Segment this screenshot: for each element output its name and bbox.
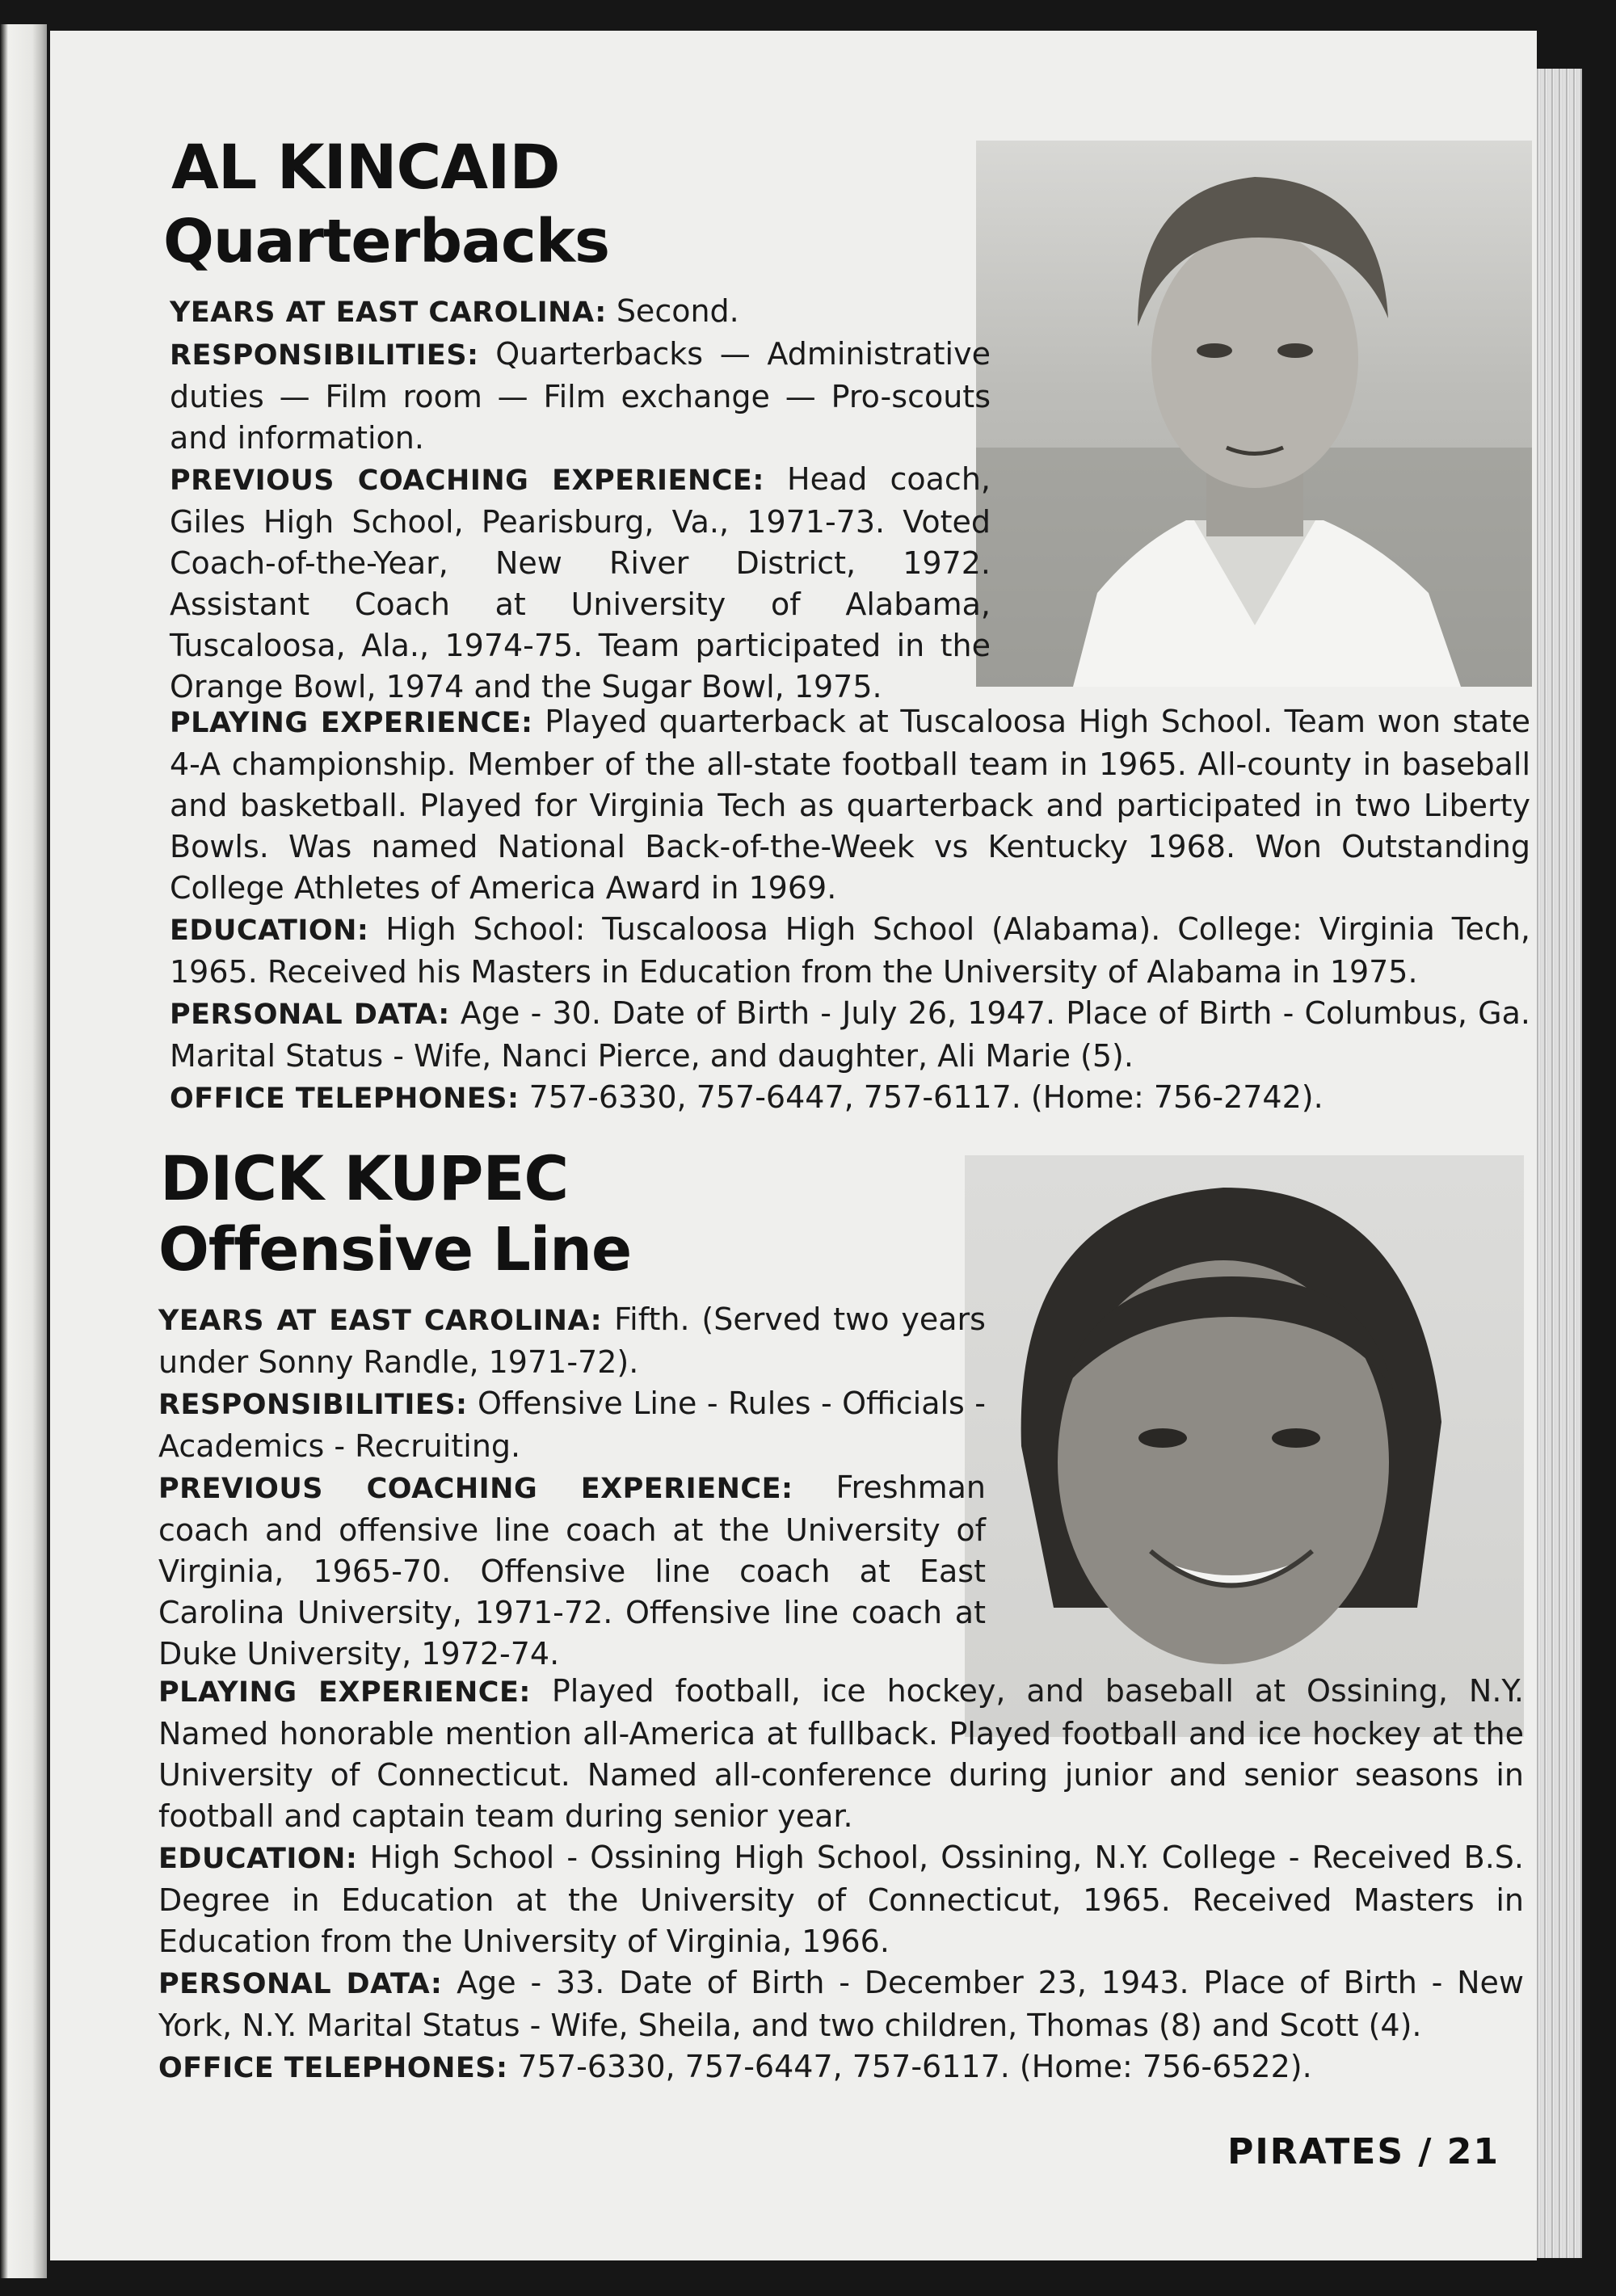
personal-text: Age - 30. Date of Birth - July 26, 1947. Place of Birth - Columbus, Ga. Marital Status - Wife, Nanci Pierce, and daughter, Ali Marie (5). [170,995,1530,1074]
coach-bio-wide [158,1671,1524,2089]
coach-photo [976,141,1532,687]
coach-bio-wide [170,701,1530,1120]
education-row [158,1837,1524,1962]
years-row [158,1299,986,1383]
coach-bio [170,291,991,708]
phones-text: 757-6330, 757-6447, 757-6117. (Home: 756-2742). [528,1079,1324,1115]
years-label: YEARS AT EAST CAROLINA: [158,1305,603,1337]
coach-position: Offensive Line [158,1215,632,1285]
coach-name: AL KINCAID [171,131,560,203]
phones-row [158,2046,1524,2089]
playing-row [170,701,1530,909]
personal-text: Age - 33. Date of Birth - December 23, 1943. Place of Birth - New York, N.Y. Marital Status - Wife, Sheila, and two children, Thomas (8) and Scott (4). [158,1965,1524,2043]
portrait-photo-icon [976,141,1532,687]
education-text: High School: Tuscaloosa High School (Alabama). College: Virginia Tech, 1965. Received his Masters in Education from the University of Alabama in 1975. [170,911,1530,990]
education-label: EDUCATION: [158,1843,358,1875]
years-text: Fifth. (Served two years under Sonny Randle, 1971-72). [158,1301,986,1380]
playing-label: PLAYING EXPERIENCE: [170,707,533,739]
previous-coaching-text: Freshman coach and offensive line coach at the University of Virginia, 1965-70. Offensive line coach at East Carolina University, 1971-72. Offensive line coach at Duke University, 1972-74. [158,1470,986,1672]
personal-label: PERSONAL DATA: [170,999,450,1031]
responsibilities-label: RESPONSIBILITIES: [158,1389,468,1421]
previous-coaching-text: Head coach, Giles High School, Pearisburg, Va., 1971-73. Voted Coach-of-the-Year, New River District, 1972. Assistant Coach at University of Alabama, Tuscaloosa, Ala., 1974-75. Team participated in the Orange Bowl, 1974 and the Sugar Bowl, 1975. [170,461,991,704]
previous-coaching-label: PREVIOUS COACHING EXPERIENCE: [170,465,764,497]
previous-coaching-row [170,459,991,708]
responsibilities-label: RESPONSIBILITIES: [170,339,479,372]
phones-row [170,1077,1530,1120]
previous-coaching-row [158,1467,986,1675]
responsibilities-text: Quarterbacks — Administrative duties — Film room — Film exchange — Pro-scouts and information. [170,336,991,456]
education-row [170,909,1530,993]
document-page [50,31,1537,2260]
page-footer: PIRATES / 21 [1227,2131,1500,2172]
personal-row [170,993,1530,1077]
phones-text: 757-6330, 757-6447, 757-6117. (Home: 756-6522). [517,2049,1312,2084]
playing-row [158,1671,1524,1837]
coach-photo [965,1155,1524,1737]
playing-text: Played football, ice hockey, and baseball at Ossining, N.Y. Named honorable mention all-America at fullback. Played football and ice hockey at the University of Connecticut. Named all-conference during junior and senior seasons in football and captain team during senior year. [158,1673,1525,1834]
book-binding [0,24,47,2278]
coach-name: DICK KUPEC [160,1142,569,1214]
personal-label: PERSONAL DATA: [158,1968,443,2000]
portrait-photo-icon [965,1155,1524,1737]
personal-row [158,1962,1524,2046]
playing-label: PLAYING EXPERIENCE: [158,1676,531,1709]
years-text: Second. [616,293,739,329]
education-label: EDUCATION: [170,915,369,947]
responsibilities-row [170,334,991,459]
phones-label: OFFICE TELEPHONES: [158,2052,508,2084]
phones-label: OFFICE TELEPHONES: [170,1083,520,1115]
coach-position: Quarterbacks [163,207,610,276]
years-label: YEARS AT EAST CAROLINA: [170,296,607,329]
coach-bio [158,1299,986,1675]
playing-text: Played quarterback at Tuscaloosa High School. Team won state 4-A championship. Member of the all-state football team in 1965. All-county in baseball and basketball. Played for Virginia Tech as quarterback and participated in two Liberty Bowls. Was named National Back-of-the-Week vs Kentucky 1968. Won Outstanding College Athletes of America Award in 1969. [170,704,1530,906]
years-row [170,291,991,334]
responsibilities-text: Offensive Line - Rules - Officials - Academics - Recruiting. [158,1386,986,1464]
responsibilities-row [158,1383,986,1467]
previous-coaching-label: PREVIOUS COACHING EXPERIENCE: [158,1473,793,1505]
education-text: High School - Ossining High School, Ossining, N.Y. College - Received B.S. Degree in Education at the University of Connecticut, 1965. Received Masters in Education from the University of Virginia, 1966. [158,1840,1524,1959]
